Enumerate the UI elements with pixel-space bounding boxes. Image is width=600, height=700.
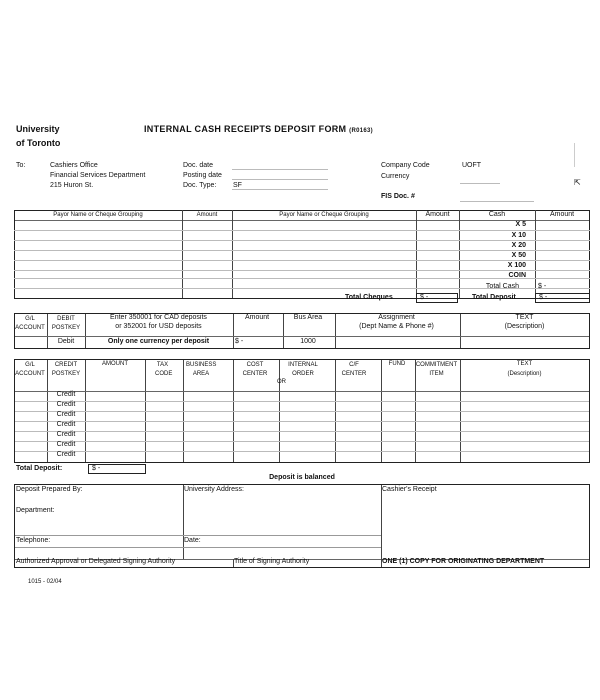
debit-row-label: Debit xyxy=(57,338,75,345)
col-payor-1: Payor Name or Cheque Grouping xyxy=(53,212,143,218)
balanced-status: Deposit is balanced xyxy=(269,474,335,481)
credit-col-commitment: COMMITMENT ITEM xyxy=(415,362,458,377)
title-authority-label: Title of Signing Authority xyxy=(234,558,310,565)
credit-col-amount: AMOUNT xyxy=(102,361,128,367)
total-cash-value: $ - xyxy=(538,283,547,290)
debit-col-assignment: Assignment xyxy=(378,314,415,321)
signature-section xyxy=(14,484,590,568)
department-label: Department: xyxy=(16,507,55,514)
debit-col-text: TEXT xyxy=(515,314,534,321)
col-amount-1: Amount xyxy=(196,212,218,218)
credit-row-label: Credit xyxy=(56,411,76,418)
credit-row-label: Credit xyxy=(56,451,76,458)
debit-col-amount: Amount xyxy=(244,314,270,321)
doc-date-label: Doc. date xyxy=(183,162,213,169)
form-code: (R0163) xyxy=(349,128,373,134)
form-title: INTERNAL CASH RECEIPTS DEPOSIT FORM (R0163) xyxy=(144,124,373,134)
debit-col-assignment-sub: (Dept Name & Phone #) xyxy=(359,323,434,330)
debit-col-bus-area: Bus Area xyxy=(293,314,323,321)
university-name-line1: University xyxy=(16,124,60,134)
total-cheques-value: $ - xyxy=(416,293,458,303)
currency-note: Only one currency per deposit xyxy=(107,338,210,345)
company-code-value: UOFT xyxy=(462,162,482,169)
authorized-approval-label: Authorized Approval or Delegated Signing Authority xyxy=(16,558,176,565)
doc-type-field[interactable] xyxy=(232,189,328,190)
debit-amount-value: $ - xyxy=(235,338,244,345)
credit-col-cf: C/F CENTER xyxy=(341,362,367,377)
total-cash-label: Total Cash xyxy=(485,283,519,290)
cashiers-receipt-label: Cashier's Receipt xyxy=(382,486,437,493)
credit-col-tax: TAX CODE xyxy=(155,362,173,377)
credit-col-fund: FUND xyxy=(388,361,406,367)
denomination-label: X 20 xyxy=(511,242,526,249)
debit-note-line2: or 352001 for USD deposits xyxy=(115,323,202,330)
doc-type-label: Doc. Type: xyxy=(183,182,217,189)
credit-col-or: OR xyxy=(277,379,286,385)
fis-doc-field[interactable] xyxy=(460,201,534,202)
denomination-label: X 100 xyxy=(507,262,526,269)
debit-col-text-sub: (Description) xyxy=(504,323,545,330)
credit-row-label: Credit xyxy=(56,391,76,398)
fis-doc-label: FIS Doc. # xyxy=(381,193,415,200)
denomination-label: COIN xyxy=(508,272,526,279)
denomination-label: X 5 xyxy=(515,221,526,228)
telephone-label: Telephone: xyxy=(16,537,51,544)
credit-col-postkey: CREDIT POSTKEY xyxy=(51,362,81,377)
credit-col-text-sub: (Description) xyxy=(507,371,542,377)
credit-col-text: TEXT xyxy=(516,361,533,367)
debit-note-line1: Enter 350001 for CAD deposits xyxy=(110,314,207,321)
address-line: Cashiers Office xyxy=(50,162,98,169)
credit-row-label: Credit xyxy=(56,441,76,448)
address-line: 215 Huron St. xyxy=(50,182,94,189)
total-cheques-label: Total Cheques xyxy=(345,294,393,301)
form-version-code: 1015 - 02/04 xyxy=(28,579,62,585)
credit-col-internal: INTERNAL ORDER xyxy=(288,362,318,377)
university-name-line2: of Toronto xyxy=(16,138,61,148)
credit-col-cost: COST CENTER xyxy=(242,362,268,377)
prepared-by-label: Deposit Prepared By: xyxy=(16,486,83,493)
col-cash: Cash xyxy=(488,211,506,218)
university-address-label: University Address: xyxy=(184,486,244,493)
col-amount-3: Amount xyxy=(549,211,575,218)
posting-date-label: Posting date xyxy=(183,172,222,179)
debit-bus-area-value: 1000 xyxy=(300,338,316,345)
denomination-label: X 50 xyxy=(511,252,526,259)
total-deposit-label: Total Deposit xyxy=(472,294,516,301)
address-line: Financial Services Department xyxy=(50,172,146,179)
credit-row-label: Credit xyxy=(56,421,76,428)
col-amount-2: Amount xyxy=(425,211,450,218)
denomination-label: X 10 xyxy=(511,232,526,239)
one-copy-note: ONE (1) COPY FOR ORIGINATING DEPARTMENT xyxy=(382,558,545,565)
debit-col-gl: G/L ACCOUNT xyxy=(15,316,45,331)
credit-total-deposit-value: $ - xyxy=(88,464,146,474)
debit-col-postkey: DEBIT POSTKEY xyxy=(51,316,81,331)
to-label: To: xyxy=(16,162,26,169)
credit-row-label: Credit xyxy=(56,401,76,408)
corner-mark-icon: ⇱ xyxy=(574,178,581,187)
doc-date-field[interactable] xyxy=(232,169,328,170)
col-payor-2: Payor Name or Cheque Grouping xyxy=(279,212,369,218)
credit-total-deposit-label: Total Deposit: xyxy=(16,465,63,472)
side-marker-line xyxy=(574,143,575,167)
currency-label: Currency xyxy=(381,173,410,180)
currency-field[interactable] xyxy=(460,183,500,184)
doc-type-value: SF xyxy=(233,182,242,189)
total-deposit-value: $ - xyxy=(535,293,590,303)
company-code-label: Company Code xyxy=(381,162,430,169)
credit-row-label: Credit xyxy=(56,431,76,438)
credit-col-gl: G/L ACCOUNT xyxy=(15,362,45,377)
credit-col-business: BUSINESS AREA xyxy=(186,362,217,377)
posting-date-field[interactable] xyxy=(232,179,328,180)
date-label: Date: xyxy=(184,537,201,544)
